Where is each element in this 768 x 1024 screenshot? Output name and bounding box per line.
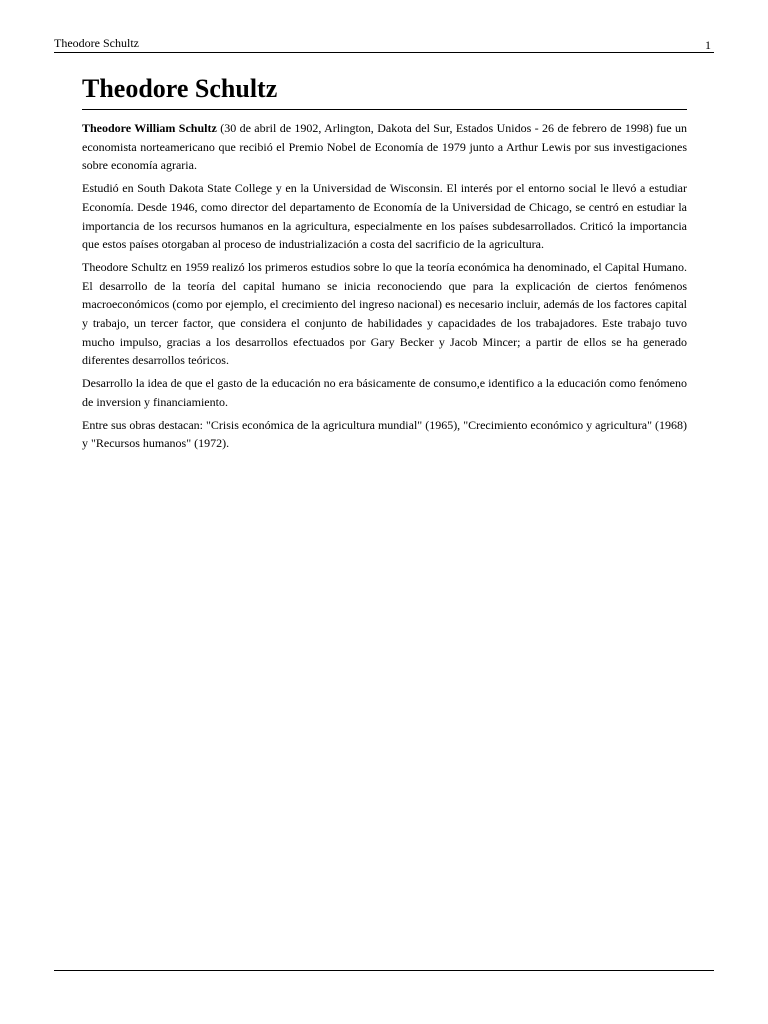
paragraph-works: Entre sus obras destacan: "Crisis económica de la agricultura mundial" (1965), "Crecimiento económico y agricultura" (1968) y "Recursos humanos" (1972). <box>82 417 687 451</box>
article-title: Theodore Schultz <box>82 72 687 110</box>
intro-text: (30 de abril de 1902, Arlington, Dakota del Sur, Estados Unidos - 26 de febrero de 1998) fue un economista norteamericano que recibió el Premio Nobel de Economía de 1979 junto a Arthur Lewis por sus investigaciones sobre economía agraria. <box>82 121 688 173</box>
article <box>82 72 687 457</box>
footer-rule <box>54 970 714 971</box>
intro-paragraph <box>82 119 687 175</box>
page-number: 1 <box>705 38 711 52</box>
paragraph-education: Estudió en South Dakota State College y en la Universidad de Wisconsin. El interés por el entorno social le llevó a estudiar Economía. Desde 1946, como director del departamento de Economía de la Universidad de Chicago, se centró en estudiar la importancia de los recursos humanos en la agricultura, especialmente en los países subdesarrollados. Criticó la importancia que estos países otorgaban al proceso de industrialización a costa del sacrificio de la agricultura. <box>82 181 687 252</box>
subject-full-name: Theodore William Schultz <box>82 121 217 135</box>
paragraph-education-investment: Desarrollo la idea de que el gasto de la educación no era básicamente de consumo,e identifico a la educación como fenómeno de inversion y financiamiento. <box>82 376 687 409</box>
running-header <box>54 36 714 53</box>
paragraph-human-capital: Theodore Schultz en 1959 realizó los primeros estudios sobre lo que la teoría económica ha denominado, el Capital Humano. El desarrollo de la teoría del capital humano se inicia reconociendo que para la explicación de ciertos fenómenos macroeconómicos (como por ejemplo, el crecimiento del ingreso nacional) es necesario incluir, además de los factores capital y trabajo, un tercer factor, que considera el conjunto de habilidades y capacidades de los trabajadores. Este trabajo tuvo mucho impulso, gracias a los desarrollos efectuados por Gary Becker y Jacob Mincer; a partir de ellos se ha generado diferentes desarrollos teóricos. <box>82 259 687 368</box>
running-header-title: Theodore Schultz <box>54 36 139 50</box>
article-body <box>82 119 687 453</box>
